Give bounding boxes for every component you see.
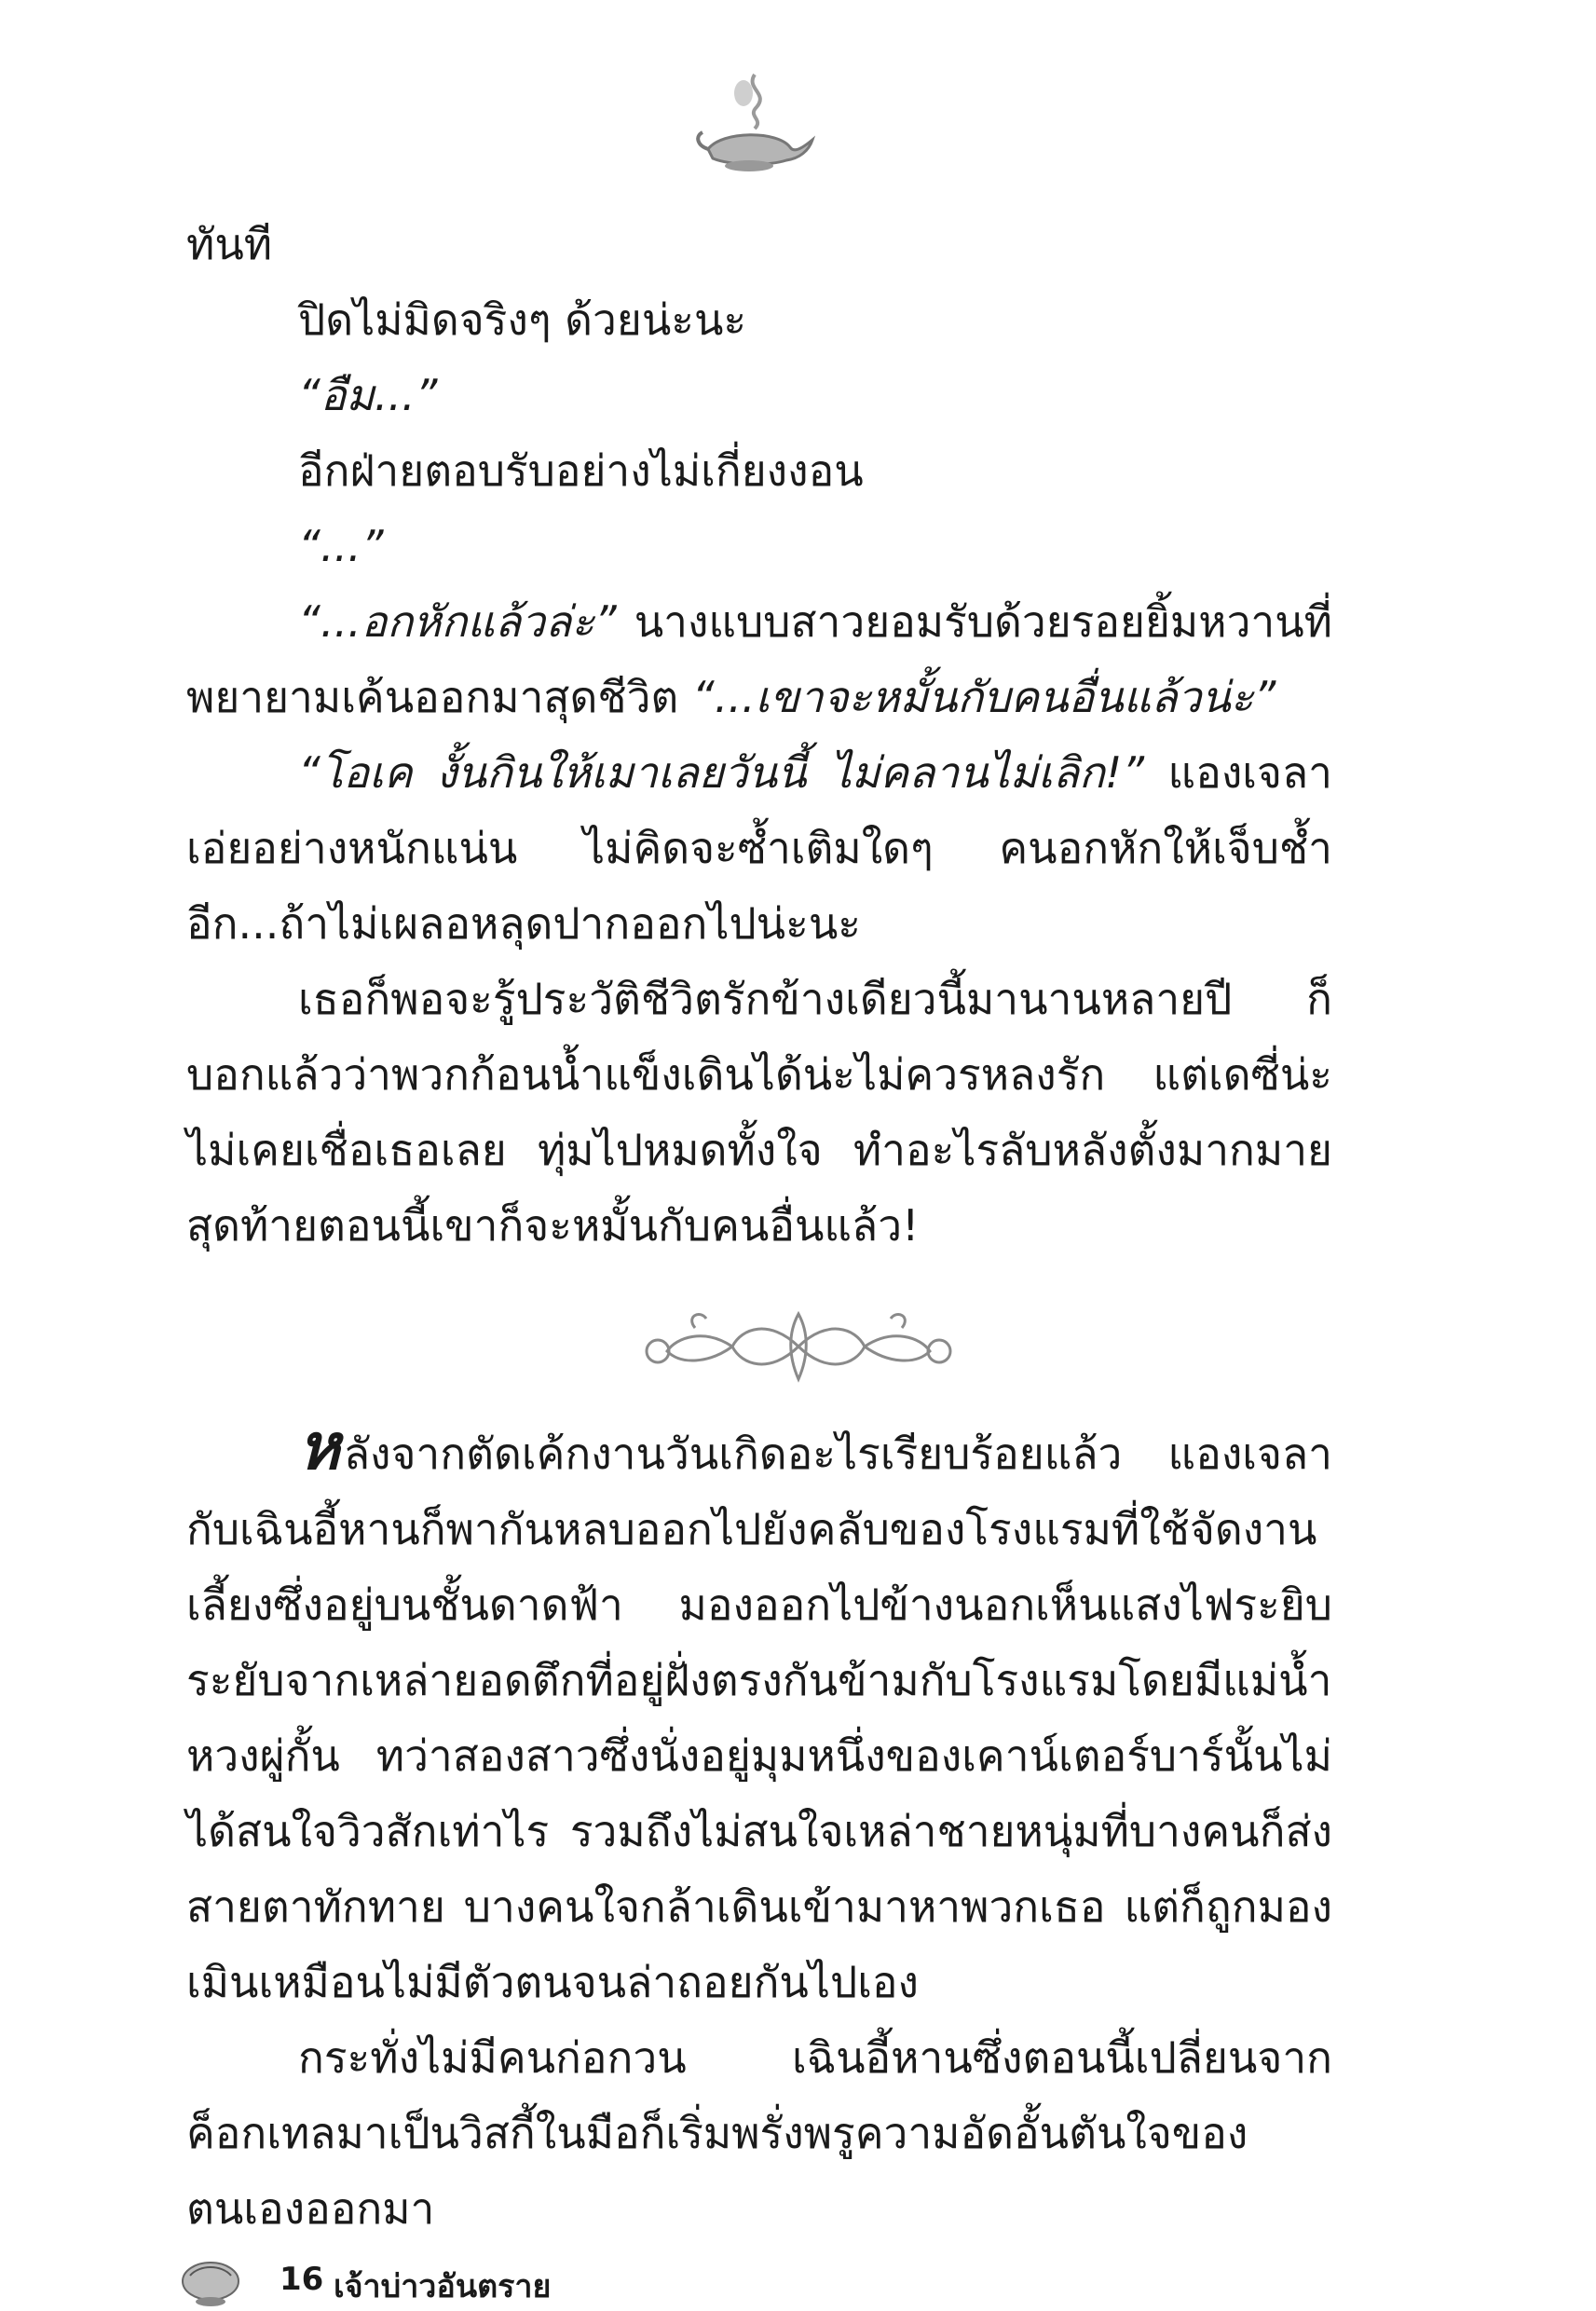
- genie-lamp-icon: [689, 65, 820, 177]
- paragraph: [186, 584, 1332, 735]
- paragraph: [186, 735, 1332, 962]
- paragraph: ปิดไม่มิดจริงๆ ด้วยน่ะนะ: [298, 294, 747, 345]
- narration: นางแบบสาวยอมรับด้วยรอยยิ้มหวานที่พยายามเค้นออกมาสุดชีวิต: [186, 596, 1332, 722]
- dialogue-quote: “...อกหักแล้วล่ะ”: [298, 596, 617, 647]
- paragraph: [186, 1411, 1332, 2020]
- floral-divider-icon: [630, 1300, 967, 1393]
- book-title: เจ้าบ่าวอันตราย: [334, 2268, 552, 2305]
- dialogue-quote: “...เขาจะหมั้นกับคนอื่นแล้วน่ะ”: [691, 672, 1276, 722]
- page-number: 16: [280, 2261, 324, 2298]
- paragraph: กระทั่งไม่มีคนก่อกวน เฉินอี้หานซึ่งตอนนี้เปลี่ยนจากค็อกเทลมาเป็นวิสกี้ในมือก็เริ่มพรั่งพรูความอัดอั้นตันใจของตนเองออกมา: [186, 2032, 1332, 2234]
- narration: แองเจลาเอ่ยอย่างหนักแน่น ไม่คิดจะซ้ำเติมใดๆ คนอกหักให้เจ็บช้ำอีก...ถ้าไม่เผลอหลุดปากออกไปน่ะนะ: [186, 747, 1332, 949]
- page-footer: [177, 2253, 736, 2309]
- dialogue-quote: “โอเค งั้นกินให้เมาเลยวันนี้ ไม่คลานไม่เลิก!”: [298, 747, 1145, 798]
- lamp-footer-icon: [177, 2253, 244, 2309]
- dialogue-line: “อืม...”: [298, 370, 438, 420]
- text-section-1: [186, 207, 1332, 1264]
- narration: ลังจากตัดเค้กงานวันเกิดอะไรเรียบร้อยแล้ว แองเจลากับเฉินอี้หานก็พากันหลบออกไปยังคลับของโรงแรมที่ใช้จัดงานเลี้ยงซึ่งอยู่บนชั้นดาดฟ้า มองออกไปข้างนอกเห็นแสงไฟระยิบระยับจากเหล่ายอดตึกที่อยู่ฝั่งตรงกันข้ามกับโรงแรมโดยมีแม่น้ำหวงผู่กั้น ทว่าสองสาวซึ่งนั่งอยู่มุมหนึ่งของเคาน์เตอร์บาร์นั้นไม่ได้สนใจวิวสักเท่าไร รวมถึงไม่สนใจเหล่าชายหนุ่มที่บางคนก็ส่งสายตาทักทาย บางคนใจกล้าเดินเข้ามาหาพวกเธอ แต่ก็ถูกมองเมินเหมือนไม่มีตัวตนจนล่าถอยกันไปเอง: [186, 1429, 1332, 2007]
- paragraph: ทันที: [186, 219, 273, 269]
- drop-cap: ห: [298, 1411, 340, 1484]
- dialogue-line: “...”: [298, 521, 384, 571]
- paragraph: อีกฝ่ายตอบรับอย่างไม่เกี่ยงงอน: [298, 445, 864, 496]
- paragraph: เธอก็พอจะรู้ประวัติชีวิตรักข้างเดียวนี้มานานหลายปี ก็บอกแล้วว่าพวกก้อนน้ำแข็งเดินได้น่ะไม่ควรหลงรัก แต่เดซี่น่ะไม่เคยเชื่อเธอเลย ทุ่มไปหมดทั้งใจ ทำอะไรลับหลังตั้งมากมาย สุดท้ายตอนนี้เขาก็จะหมั้นกับคนอื่นแล้ว!: [186, 974, 1332, 1251]
- text-section-2: [186, 1411, 1332, 2247]
